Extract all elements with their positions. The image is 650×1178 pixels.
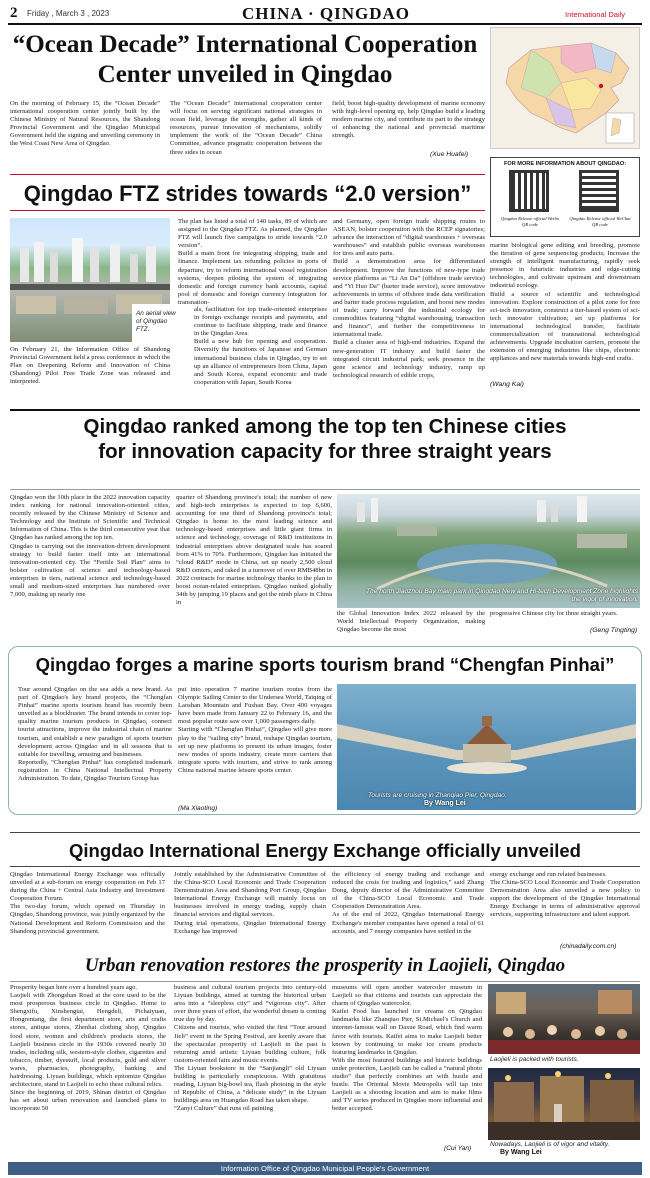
article3-headline-line1: Qingdao ranked among the top ten Chinese cities xyxy=(83,415,567,438)
article2-byline: (Wang Kai) xyxy=(490,381,524,388)
article2-bottom-rule xyxy=(10,210,485,211)
article6-col1: Prosperity began here over a hundred years ago. Laojieli with Zhongshan Road at the core used to be the most prosperous business circle in Qingdao. Home to Shengxifu, Xinshengtai, Hengdeli, Pichaiyuan, Hongrentang, the first department store, arts and crafts stores, antique stores, Zhenhai clothing shop, Qingdao food store, women and children's products stores, the Laojieli business circle in the 1930s covered nearly 30 trades, including silk, western-style clothes, cigarettes and tobacco, timber, dyestuff, local products, gold and silver wares, pharmacies, photography, banking and hairdressing. Liyuan buildings, which epitomize Qingdao architecture, stand in Laojieli to echo these cultural relics. Since the beginning of 2019, Shinan district of Qingdao has set about urban renovation and launched plans to incorporate 50 xyxy=(10,984,166,1113)
article6-col3: museums will open another watercolor museum in Laojieli so that citizens and tourists can appreciate the charm of Qingdao watercolor. Kaifei Food has launched ice creams on Qingdao landmarks like Zhanqiao Pier, St.Michael's Church and internet-famous wall on Daxue Road, which find warm favor with tourists. Kaifei aims to make Laojieli better known by continuing to make ice cream products featuring landmarks in Qingdao. With the most featured buildings and historic buildings under protection, Laojieli can be called a “natural photo studio” that perfectly combines art with hustle and bustle. The Oriental Movie Metropolis will tap into Laojieli as a shooting location and aim to make films and TV series produced in Qingdao more influential and better accepted. xyxy=(332,984,482,1113)
article2-photo-caption: An aerial view of Qingdao FTZ. xyxy=(136,310,176,333)
article4-col1: Tour around Qingdao on the sea adds a new brand. As part of Qingdao's key brand projects, the “Chengfan Pinhai” marine sports tourism brand has recently been unveiled as a blockbuster. The brand intends to cover top-quality marine tourism products in Qingdao, connect tourist attractions, improve the industrial chain of marine tourism, and establish a new paradigm of sports tourism development across Qingdao and in all seasons that is suitable for travelling, amusing and businesses. Reportedly, “Chengfan Pinhai” has completed trademark registration in China National Intellectual Property Administration. To date, Qingdao Tourism Group has xyxy=(18,686,172,783)
article2-col1: On February 21, the Information Office of Shandong Provincial Government held a press conference in which the Plan on Deepening Reform and Innovation of China (Shandong) Pilot Free Trade Zone was released and interpreted. xyxy=(10,346,170,386)
section-title: CHINA · QINGDAO xyxy=(242,4,411,23)
article1-col1: On the morning of February 15, the “Ocean Decade” international cooperation center jointly built by the Chinese Ministry of Natural Resources, the Shandong Provincial Government and the Qingdao Municipal Government held the signing and unveiling ceremony in the West Coast New Area of Qingdao. xyxy=(10,100,160,148)
article2-col4: marine biological gene editing and breeding, promote the iteration of gene sequencing products; Increase the strength of intelligent manufacturing, rapidly seek presence in futuristic industries and edge-cutting technologies, and cultivate upstream and downstream industrial ecology. Build a source of scientific and technological innovation. Explore construction of a pilot zone for free sci-tech innovation, construct a tier-based system of sci-tech innovator cultivation; set up platforms for international technological transfer, facilitate commercialization of transnational technological achievements. Upgrade incubation carriers, promote the extension of emerging industries like chips, electronic appliances and new materials towards high-end crafts. xyxy=(490,242,640,363)
laojieli-street-photo xyxy=(488,1068,640,1140)
article3-col2: quarter of Shandong province's total; the number of new and high-tech enterprises is expected to top 6,600, accounting for one third of Shandong province's total; Qingdao is home to the most leading science and technology-based enterprises and little giant firms in science and technology, coverage of R&D institutions in industrial enterprises above designated scale has soared from 41% to 70%. Furthermore, Qingdao has initiated the “cloud R&D” mode in China, set up nearly 2,500 cloud R&D centers, and raked in a turnover of over RMB48bn in 2022 contracts for marine technology thanks to the plan to boost ocean-related enterprises. Qingdao ranked globally 34th by jumping 19 places and got the ninth place in China in xyxy=(176,494,332,607)
article1-col2: The “Ocean Decade” international cooperation center will focus on serving significant national strategies in ocean field, leverage the strengths, gather all kinds of resources, pursue innovation of mechanisms, solidly implement the work of the “Ocean Decade” China Committee, advance pragmatic cooperation between the three sides in ocean xyxy=(170,100,322,156)
article2-col3: and Germany, open foreign trade shipping routes to ASEAN, bolster cooperation with the RCEP signatories; advance the interaction of “digital warehouses + overseas warehouses” and establish public overseas warehouses for tires and auto parts. Build a demonstration area for differentiated development. Improve the functions of new-type trade service platforms as “Li An Da” (offshore trade service) and “Yi Huo Da” (barter trade service), score innovative achievements in terms of offshore trade data verification and barter trade process regulation, and boost new modes of trade; carry forward the industrial ecology for commodities featuring “digital warehousing, transaction and finance”, and further the competitiveness in international trade. Build a cluster area of high-end industries. Expand the new-generation IT industry and build faster the integrated circuit industrial park; seek presence in the gene science and technology industry, ramp up technological research of edible crops, xyxy=(333,218,485,379)
article5-bottom-rule xyxy=(10,866,640,867)
article5-top-rule xyxy=(10,832,640,833)
article3-headline-line2: for innovation capacity for three straight years xyxy=(98,440,552,463)
article5-headline: Qingdao International Energy Exchange officially unveiled xyxy=(69,840,581,861)
qr-box-title: FOR MORE INFORMATION ABOUT QINGDAO: xyxy=(503,161,627,167)
article5-col3: the efficiency of energy trading and exchange and reduced the costs for trading and logistics,” said Zhang Dong, deputy director of the Administrative Committee of the China-SCO Local Economic and Trade Cooperation Demonstration Area. As of the end of 2022, Qingdao International Energy Exchange's member companies have opened a total of 61 accounts, and 7 energy companies have settled in the xyxy=(332,871,484,935)
article3-byline: (Geng Tingting) xyxy=(590,627,638,634)
weibo-qr-code[interactable] xyxy=(509,170,549,212)
china-map-image xyxy=(490,27,640,149)
article4-col2: put into operation 7 marine tourism routes from the Olympic Sailing Center to the Undersea World, Taiqing of Laoshan Mountain and Fushan Bay. Over 400 voyages have been made from January 22 to February 16, and the most popular route saw over 1,000 passengers daily. Starting with “Chengfan Pinhai”, Qingdao will give more play to the “sailing city” brand, reshape Qingdao tourism, set up new platforms to present its urban images, foster new modes of sports industry, create more carriers that integrate sports with tourism, and strive to rank among China national marine leisure sports center. xyxy=(178,686,332,774)
wechat-qr-code[interactable] xyxy=(579,170,619,212)
issue-date: Friday , March 3 , 2023 xyxy=(27,9,110,18)
article3-top-rule xyxy=(10,409,640,411)
brand-name: International Daily xyxy=(565,10,626,19)
article5-col2: Jointly established by the Administrative Committee of the China-SCO Local Economic and Trade Cooperation Demonstration Area and Shandong Port Group, Qingdao International Energy Exchange will mainly focus on businesses involved in energy trading, supply chain financial services and digital services. During trial operations, Qingdao International Energy Exchange has improved xyxy=(174,871,326,935)
article6-headline: Urban renovation restores the prosperity in Laojieli, Qingdao xyxy=(84,955,566,976)
article6-photo1-caption: Laojieli is packed with tourists. xyxy=(490,1056,579,1063)
article5-col4: energy exchange and run related businesses. The China-SCO Local Economic and Trade Cooperation Demonstration Area also unveiled a new policy to support the development of the Qingdao International Energy Exchange in terms of administrative approval services, supporting infrastructure and talent support. xyxy=(490,871,640,919)
article6-byline: (Cui Yan) xyxy=(444,1145,472,1152)
article3-col1: Qingdao won the 10th place in the 2022 innovation capacity index ranking for national innovation-oriented cities, recently released by the Chinese Ministry of Science and Technology and the Institute of Scientific and Technical Information of China. This is the third consecutive year that Qingdao has ranked among the top ten. Qingdao is carrying out the innovation-driven development strategy to build faster itself into an international innovation-oriented city. The “Fertile Soil Plan” aims to bolster cultivation of science and technology-based enterprises in tiers, national science and technology-based small and medium-sized enterprises has numbered over 7,000, making up nearly one xyxy=(10,494,170,599)
article1-col3: field, boost high-quality development of marine economy with high-level opening up, help Qingdao build a leading modern marine city, and contribute its part to the strategy of enhancing the national and provincial maritime strength. xyxy=(332,100,485,140)
article6-photo2-credit: By Wang Lei xyxy=(500,1149,542,1156)
article4-photo-credit: By Wang Lei xyxy=(424,800,466,807)
article3-photo-caption: The north Jiaozhou Bay main park in Qingdao New and Hi-tech Development Zone highlights the vigor of innovation. xyxy=(366,588,638,603)
article4-photo-caption: Tourists are cruising in Zhanqiao Pier, Qingdao. xyxy=(368,792,507,799)
article1-headline: “Ocean Decade” International Cooperation Center unveiled in Qingdao xyxy=(12,31,478,88)
article1-byline: (Xue Huafei) xyxy=(430,151,469,158)
header-rule xyxy=(8,23,642,25)
qr-box xyxy=(490,157,640,237)
article6-photo2-caption: Nowadays, Laojieli is of vigor and vitality. xyxy=(490,1141,610,1148)
article2-top-rule xyxy=(10,174,485,175)
weibo-qr-caption: Qingdao Release official Weibo QR code xyxy=(500,216,560,227)
article5-byline: (chinadaily.com.cn) xyxy=(560,943,617,950)
page-number: 2 xyxy=(10,5,18,21)
laojieli-crowd-photo xyxy=(488,984,640,1054)
article6-col2: business and cultural tourism projects into century-old Liyuan buildings, aimed at turning the historical urban area into a “sleepless city” and “vigorous city”. After over three years of effort, the wonderful dream is coming true day by day. Citizens and tourists, who visited the first “Tour around Jieli” event in the Spring Festival, are keenly aware that the spectacular prosperity of Laojieli in the past is returning amid artistic Liyuan building culture, folk custom-oriented fairs and music events. The Liyuan bookstore in the “Sanjiangli” old Liyuan building is particularly conspicuous. With gratuitous reading, Liyuan big-bowl tea, flash photoing in the style of Republic of China, a “delicate study” in the Liyuan buildings area on Huangdao Road has taken shape. “Zanyi Culture” that runs oil painting xyxy=(174,984,326,1113)
article3-col3: the Global Innovation Index 2022 released by the World Intellectual Property Organization, making Qingdao become the most xyxy=(337,610,485,634)
article3-headline-rule xyxy=(10,489,640,490)
footer-text: Information Office of Qingdao Municipal People's Government xyxy=(220,1164,430,1173)
article2-col2b: als, facilitation for top trade-oriented enterprises in foreign exchange receipts and payments, and continue to facilitate shipping, trade and finance in the Qingdao Area. Build a new hub for opening and cooperation. Diversify the functions of Japanese and German international business clubs in Qingdao, try to set up an alliance of entrepreneurs from China, Japan and South Korea, expand economic and trade cooperation with Japan, South Korea xyxy=(194,306,327,386)
article3-col4: progressive Chinese city for three straight years. xyxy=(490,610,618,617)
article5-col1: Qingdao International Energy Exchange was officially unveiled at a sub-forum on energy cooperation on Feb 17 during the China + Central Asia Industry and Investment Cooperation Forum. The two-day forum, which opened on Thursday in Qingdao, Shandong province, was jointly organized by the National Development and Reform Commission and the Shandong provincial government. xyxy=(10,871,165,935)
article2-col2a: The plan has listed a total of 140 tasks, 89 of which are assigned to the Qingdao FTZ. As planned, the Qingdao FTZ will launch five campaigns to stride towards “2.0 version”. Build a main front for integrating shipping, trade and finance. Implement tax refunding policies in ports of departure, try to reform international vessel registration systems, deepen piloting the system of integrating domestic and foreign currency bank accounts, capital pool of domestic and foreign currency integration for transnation- xyxy=(178,218,327,306)
article4-headline: Qingdao forges a marine sports tourism brand “Chengfan Pinhai” xyxy=(35,654,615,675)
article6-headline-rule xyxy=(10,981,640,982)
wechat-qr-caption: Qingdao Release official WeChat QR code xyxy=(569,216,631,227)
article4-byline: (Ma Xiaoting) xyxy=(178,805,218,812)
article2-headline: Qingdao FTZ strides towards “2.0 version” xyxy=(23,181,472,206)
